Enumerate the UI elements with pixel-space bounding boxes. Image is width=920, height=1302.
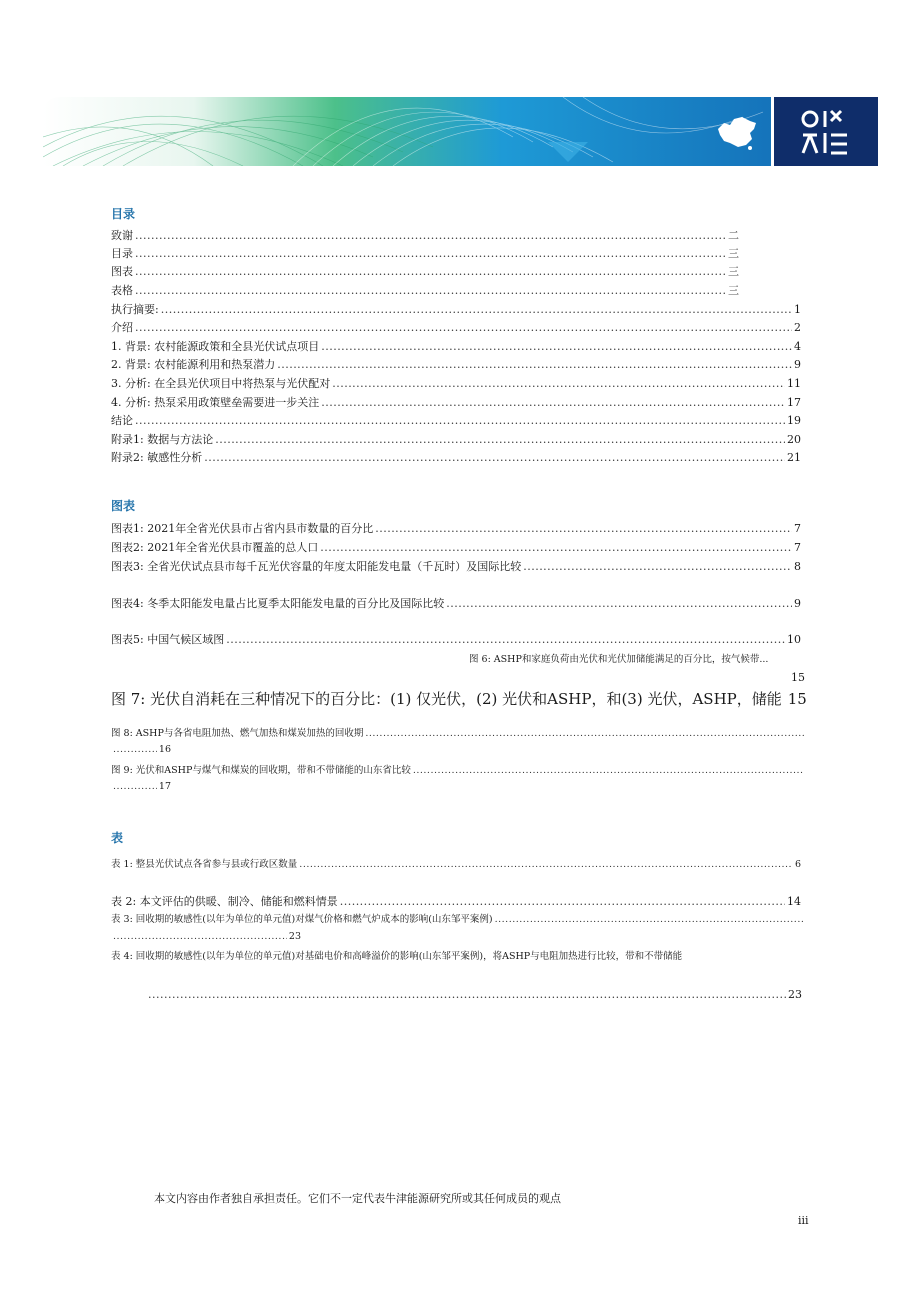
toc-entry[interactable]: 2. 背景: 农村能源利用和热泵潜力 ..... 9 [111,358,801,372]
toc-entry[interactable]: 目录 ..... 三 [111,247,739,261]
figure-entry[interactable]: 图 7: 光伏自消耗在三种情况下的百分比：(1) 仅光伏，(2) 光伏和ASHP，和(3) 光伏，ASHP，储能 15 [111,690,807,708]
disclaimer: 本文内容由作者独自承担责任。它们不一定代表牛津能源研究所或其任何成员的观点 [154,1192,561,1205]
toc-entry[interactable]: 附录1: 数据与方法论 ..... 20 [111,433,801,447]
table-4-title[interactable]: 表 4: 回收期的敏感性(以年为单位的单元值)对基础电价和高峰溢价的影响(山东邹平案例)，将ASHP与电阻加热进行比较，带和不带储能 [111,951,683,962]
figures-heading: 图表 [111,499,136,513]
figure-entry-continued: ..... 17 [111,781,171,793]
page-number: iii [798,1214,809,1227]
contents-heading: 目录 [111,207,136,221]
figure-6-page: 15 [791,671,805,684]
toc-entry[interactable]: 执行摘要: ..... 1 [111,303,801,317]
table-entry[interactable]: 表 3: 回收期的敏感性(以年为单位的单元值)对煤气价格和燃气炉成本的影响(山东邹平案例) ..... [111,914,806,926]
figure-entry[interactable]: 图表1: 2021年全省光伏县市占省内县市数量的百分比 ..... 7 [111,522,801,536]
figure-entry[interactable]: 图 9: 光伏和ASHP与煤气和煤炭的回收期，带和不带储能的山东省比较 ..... [111,765,806,777]
figure-entry[interactable]: 图表5: 中国气候区域图 ..... 10 [111,633,801,647]
toc-entry[interactable]: 附录2: 敏感性分析 ..... 21 [111,451,801,465]
table-entry-continued: ..... 23 [146,988,802,1002]
tables-heading: 表 [111,831,124,845]
table-entry[interactable]: 表 1: 整县光伏试点各省参与县或行政区数量 ..... 6 [111,859,801,871]
toc-entry[interactable]: 图表 ..... 三 [111,265,739,279]
figure-entry[interactable]: 图表3: 全省光伏试点县市每千瓦光伏容量的年度太阳能发电量（千瓦时）及国际比较 ..... 8 [111,560,801,574]
toc-entry[interactable]: 致谢 ..... 二 [111,229,739,243]
figure-6-title[interactable]: 图 6: ASHP和家庭负荷由光伏和光伏加储能满足的百分比，按气候带... [469,654,769,665]
toc-entry[interactable]: 1. 背景: 农村能源政策和全县光伏试点项目 ..... 4 [111,340,801,354]
toc-entry[interactable]: 4. 分析: 热泵采用政策壁垒需要进一步关注 ..... 17 [111,396,801,410]
toc-entry[interactable]: 介绍 ..... 2 [111,321,801,335]
figure-entry-continued: ..... 16 [111,744,171,756]
toc-entry[interactable]: 3. 分析: 在全县光伏项目中将热泵与光伏配对 ..... 11 [111,377,801,391]
toc-entry[interactable]: 结论 ..... 19 [111,414,801,428]
toc-entry[interactable]: 表格 ..... 三 [111,284,739,298]
figure-entry[interactable]: 图表2: 2021年全省光伏县市覆盖的总人口 ..... 7 [111,541,801,555]
figure-entry[interactable]: 图表4: 冬季太阳能发电量占比夏季太阳能发电量的百分比及国际比较 ..... 9 [111,597,801,611]
table-entry[interactable]: 表 2: 本文评估的供暖、制冷、储能和燃料情景 ..... 14 [111,895,801,909]
table-entry-continued: ..... 23 [111,931,301,943]
header-banner [43,97,878,166]
figure-entry[interactable]: 图 8: ASHP与各省电阻加热、燃气加热和煤炭加热的回收期 ..... [111,728,806,740]
